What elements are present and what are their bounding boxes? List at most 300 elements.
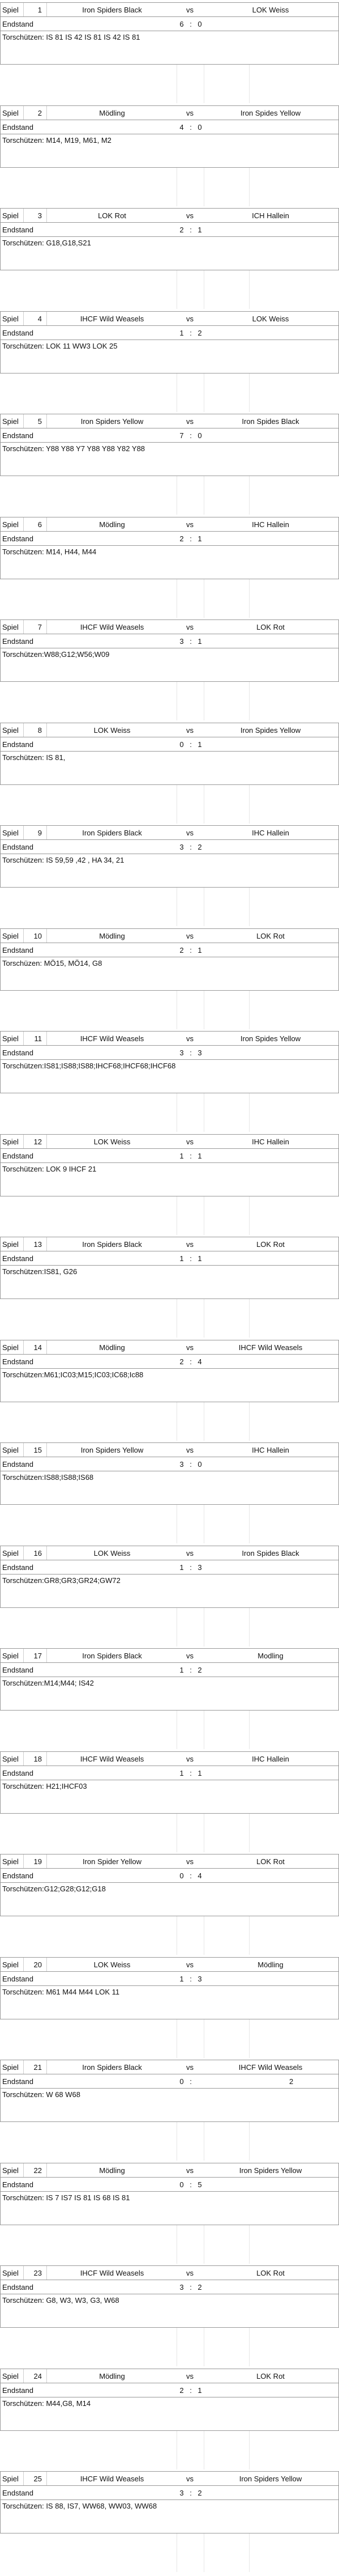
away-team: IHCF Wild Weasels	[238, 2063, 303, 2072]
score-extra	[204, 1251, 338, 1265]
game-number: 10	[24, 929, 47, 943]
final-label: Endstand	[2, 328, 33, 337]
home-team: Mödling	[99, 2166, 125, 2175]
goal-scorers: Torschützen: G18,G18,S21	[0, 236, 339, 270]
home-team: LOK Weiss	[93, 1137, 131, 1146]
away-team: Iron Spiders Yellow	[239, 2474, 302, 2483]
grid-guides	[0, 682, 339, 720]
score-colon: :	[190, 2386, 192, 2395]
home-team: IHCF Wild Weasels	[80, 2268, 144, 2277]
final-score-row	[0, 1766, 339, 1780]
versus-label: vs	[186, 314, 194, 323]
away-goals: 1	[198, 740, 202, 749]
home-team: Mödling	[99, 931, 125, 940]
score-colon: :	[190, 1974, 192, 1983]
away-goals: 2	[198, 2488, 202, 2497]
home-team: Iron Spiders Black	[82, 5, 142, 14]
goal-scorers: Torschützen: Y88 Y88 Y7 Y88 Y88 Y82 Y88	[0, 442, 339, 476]
score-colon: :	[190, 122, 192, 131]
score-extra	[204, 223, 338, 236]
home-goals: 3	[179, 2488, 184, 2497]
away-goals: 0	[198, 19, 202, 28]
score-extra: 2	[289, 2077, 294, 2086]
versus-label: vs	[186, 2166, 194, 2175]
away-team: Iron Spides Black	[242, 417, 299, 426]
grid-guides	[0, 1608, 339, 1646]
home-goals: 3	[179, 1459, 184, 1469]
game-label: Spiel	[1, 1854, 24, 1868]
game-label: Spiel	[1, 1546, 24, 1560]
game-header-row	[0, 311, 339, 326]
game-header-row	[0, 2060, 339, 2074]
goal-scorers: Torschützen: LOK 9 IHCF 21	[0, 1162, 339, 1196]
final-score-row	[0, 2280, 339, 2294]
score-extra	[204, 2178, 338, 2191]
game-header-row	[0, 928, 339, 943]
score-extra	[204, 2486, 338, 2499]
versus-label: vs	[186, 1445, 194, 1454]
game-label: Spiel	[1, 414, 24, 428]
final-label: Endstand	[2, 19, 33, 28]
game-number: 8	[24, 723, 47, 737]
home-team: Iron Spiders Black	[82, 2063, 142, 2072]
game-label: Spiel	[1, 1135, 24, 1148]
home-goals: 2	[179, 225, 184, 234]
grid-guides	[0, 2225, 339, 2264]
final-score-row	[0, 634, 339, 648]
versus-label: vs	[186, 1343, 194, 1352]
game-number: 6	[24, 517, 47, 531]
game-header-row	[0, 2, 339, 17]
game-number: 21	[24, 2060, 47, 2074]
home-goals: 1	[179, 1768, 184, 1777]
game-header-row	[0, 2265, 339, 2280]
goal-scorers: Torschützen:IS81;IS88;IS88;IHCF68;IHCF68;IHCF68	[0, 1059, 339, 1093]
score-extra	[204, 2280, 338, 2294]
away-goals: 4	[198, 1357, 202, 1366]
score-colon: :	[190, 1048, 192, 1057]
versus-label: vs	[186, 828, 194, 837]
game-number: 24	[24, 2369, 47, 2383]
home-goals: 7	[179, 431, 184, 440]
game-label: Spiel	[1, 106, 24, 120]
home-goals: 2	[179, 534, 184, 543]
versus-label: vs	[186, 1960, 194, 1969]
final-score-row	[0, 1045, 339, 1060]
home-goals: 0	[179, 740, 184, 749]
home-team: Mödling	[99, 2371, 125, 2380]
game-label: Spiel	[1, 1443, 24, 1457]
home-goals: 1	[179, 1665, 184, 1674]
grid-guides	[0, 1711, 339, 1749]
away-goals: 1	[198, 1254, 202, 1263]
grid-guides	[0, 2431, 339, 2469]
final-label: Endstand	[2, 2386, 33, 2395]
score-colon: :	[190, 1459, 192, 1469]
away-team: Mödling	[258, 1960, 284, 1969]
grid-guides	[0, 2019, 339, 2058]
grid-guides	[0, 168, 339, 206]
game-label: Spiel	[1, 312, 24, 325]
final-score-row	[0, 428, 339, 443]
home-goals: 3	[179, 2282, 184, 2291]
score-extra	[204, 326, 338, 339]
goal-scorers: Torschützen: M61 M44 M44 LOK 11	[0, 1985, 339, 2019]
versus-label: vs	[186, 2371, 194, 2380]
grid-guides	[0, 1093, 339, 1132]
score-colon: :	[190, 740, 192, 749]
game-label: Spiel	[1, 209, 24, 222]
score-extra	[204, 1869, 338, 1882]
goal-scorers: Torschützen: LOK 11 WW3 LOK 25	[0, 339, 339, 374]
game-header-row	[0, 105, 339, 120]
game-header-row	[0, 2163, 339, 2178]
game-number: 11	[24, 1032, 47, 1045]
home-team: Iron Spiders Black	[82, 1240, 142, 1249]
score-extra	[204, 737, 338, 751]
versus-label: vs	[186, 725, 194, 735]
home-team: IHCF Wild Weasels	[80, 622, 144, 631]
goal-scorers: Torschützen: M14, H44, M44	[0, 545, 339, 579]
away-team: LOK Weiss	[252, 314, 289, 323]
away-team: IHC Hallein	[252, 828, 289, 837]
away-goals: 2	[198, 1665, 202, 1674]
final-score-row	[0, 2485, 339, 2500]
goal-scorers: Torschützen: IS 88, IS7, WW68, WW03, WW68	[0, 2499, 339, 2533]
game-label: Spiel	[1, 517, 24, 531]
away-team: IHCF Wild Weasels	[238, 1343, 303, 1352]
game-header-row	[0, 723, 339, 737]
away-team: Iron Spiders Yellow	[239, 2166, 302, 2175]
home-team: Iron Spiders Yellow	[80, 417, 144, 426]
game-number: 7	[24, 620, 47, 634]
home-goals: 1	[179, 1254, 184, 1263]
score-colon: :	[190, 534, 192, 543]
game-header-row	[0, 619, 339, 634]
home-goals: 3	[179, 1048, 184, 1057]
score-colon: :	[190, 2077, 192, 2086]
away-team: Iron Spides Black	[242, 1548, 299, 1558]
score-colon: :	[190, 842, 192, 851]
game-number: 13	[24, 1237, 47, 1251]
away-goals: 1	[198, 2386, 202, 2395]
grid-guides	[0, 1196, 339, 1235]
game-label: Spiel	[1, 1649, 24, 1662]
game-number: 16	[24, 1546, 47, 1560]
versus-label: vs	[186, 520, 194, 529]
goal-scorers: Torschützen:M14;M44; IS42	[0, 1677, 339, 1711]
home-team: LOK Weiss	[93, 725, 131, 735]
game-header-row	[0, 2369, 339, 2383]
final-score-row	[0, 2177, 339, 2192]
final-score-row	[0, 1457, 339, 1471]
score-colon: :	[190, 2282, 192, 2291]
final-score-row	[0, 1354, 339, 1369]
final-label: Endstand	[2, 1151, 33, 1160]
game-label: Spiel	[1, 2369, 24, 2383]
game-label: Spiel	[1, 929, 24, 943]
score-extra	[204, 120, 338, 134]
game-number: 4	[24, 312, 47, 325]
game-number: 19	[24, 1854, 47, 1868]
home-goals: 2	[179, 1357, 184, 1366]
versus-label: vs	[186, 417, 194, 426]
home-goals: 1	[179, 328, 184, 337]
final-score-row	[0, 1251, 339, 1266]
grid-guides	[0, 991, 339, 1029]
versus-label: vs	[186, 211, 194, 220]
grid-guides	[0, 374, 339, 412]
away-team: LOK Rot	[256, 2371, 285, 2380]
game-number: 9	[24, 826, 47, 839]
away-team: Modling	[258, 1651, 284, 1660]
away-goals: 2	[198, 2282, 202, 2291]
goal-scorers: Torschützen:G12;G28;G12;G18	[0, 1882, 339, 1916]
versus-label: vs	[186, 1240, 194, 1249]
grid-guides	[0, 2328, 339, 2366]
game-header-row	[0, 1442, 339, 1457]
home-team: IHCF Wild Weasels	[80, 314, 144, 323]
away-team: LOK Rot	[256, 1240, 285, 1249]
score-colon: :	[190, 1871, 192, 1880]
home-team: LOK Rot	[98, 211, 126, 220]
game-number: 18	[24, 1752, 47, 1766]
home-team: Mödling	[99, 108, 125, 117]
home-goals: 1	[179, 1563, 184, 1572]
versus-label: vs	[186, 1857, 194, 1866]
home-team: Mödling	[99, 1343, 125, 1352]
game-header-row	[0, 208, 339, 223]
home-team: IHCF Wild Weasels	[80, 1754, 144, 1763]
away-team: LOK Rot	[256, 622, 285, 631]
score-extra	[204, 1046, 338, 1059]
game-header-row	[0, 414, 339, 428]
score-colon: :	[190, 1563, 192, 1572]
game-number: 3	[24, 209, 47, 222]
final-score-row	[0, 2383, 339, 2397]
versus-label: vs	[186, 1754, 194, 1763]
game-header-row	[0, 825, 339, 840]
final-label: Endstand	[2, 945, 33, 954]
score-colon: :	[190, 1254, 192, 1263]
final-label: Endstand	[2, 122, 33, 131]
final-label: Endstand	[2, 1768, 33, 1777]
home-team: Iron Spider Yellow	[82, 1857, 142, 1866]
score-colon: :	[190, 328, 192, 337]
final-label: Endstand	[2, 1563, 33, 1572]
final-score-row	[0, 839, 339, 854]
away-team: IHC Hallein	[252, 1445, 289, 1454]
final-score-row	[0, 1868, 339, 1883]
home-team: IHCF Wild Weasels	[80, 2474, 144, 2483]
goal-scorers: Torschützen: IS 81 IS 42 IS 81 IS 42 IS 81	[0, 31, 339, 65]
grid-guides	[0, 785, 339, 824]
final-label: Endstand	[2, 636, 33, 646]
final-label: Endstand	[2, 534, 33, 543]
away-goals: 1	[198, 534, 202, 543]
game-header-row	[0, 1134, 339, 1149]
goal-scorers: Torschützen: IS 7 IS7 IS 81 IS 68 IS 81	[0, 2191, 339, 2225]
versus-label: vs	[186, 1548, 194, 1558]
away-goals: 1	[198, 1768, 202, 1777]
away-goals: 1	[198, 225, 202, 234]
final-score-row	[0, 531, 339, 546]
away-team: LOK Rot	[256, 2268, 285, 2277]
grid-guides	[0, 888, 339, 926]
goal-scorers: Torschützen: M14, M19, M61, M2	[0, 134, 339, 168]
home-goals: 0	[179, 2180, 184, 2189]
final-label: Endstand	[2, 431, 33, 440]
game-header-row	[0, 517, 339, 532]
goal-scorers: Torschützen:W88;G12;W56;W09	[0, 648, 339, 682]
final-score-row	[0, 222, 339, 237]
game-header-row	[0, 1546, 339, 1560]
final-label: Endstand	[2, 225, 33, 234]
score-extra	[204, 1149, 338, 1162]
game-header-row	[0, 1648, 339, 1663]
score-extra	[204, 1663, 338, 1677]
home-goals: 1	[179, 1974, 184, 1983]
home-goals: 6	[179, 19, 184, 28]
goal-scorers: Torschützen: IS 81,	[0, 751, 339, 785]
home-team: Mödling	[99, 520, 125, 529]
final-label: Endstand	[2, 2488, 33, 2497]
versus-label: vs	[186, 1137, 194, 1146]
final-score-row	[0, 1971, 339, 1986]
goal-scorers: Torschützen: W 68 W68	[0, 2088, 339, 2122]
goal-scorers: Torschützen: M44,G8, M14	[0, 2397, 339, 2431]
grid-guides	[0, 2533, 339, 2572]
home-team: IHCF Wild Weasels	[80, 1034, 144, 1043]
versus-label: vs	[186, 931, 194, 940]
score-colon: :	[190, 1665, 192, 1674]
score-colon: :	[190, 945, 192, 954]
goal-scorers: Torschützen:IS81, G26	[0, 1265, 339, 1299]
versus-label: vs	[186, 2063, 194, 2072]
grid-guides	[0, 270, 339, 309]
goal-scorers: Torschüzen: MÖ15, MÖ14, G8	[0, 957, 339, 991]
home-goals: 4	[179, 122, 184, 131]
score-extra	[204, 634, 338, 648]
goal-scorers: Torschützen:IS88;IS88;IS68	[0, 1471, 339, 1505]
away-goals: 2	[198, 842, 202, 851]
game-number: 20	[24, 1958, 47, 1971]
game-label: Spiel	[1, 1958, 24, 1971]
home-team: LOK Weiss	[93, 1548, 131, 1558]
final-label: Endstand	[2, 1665, 33, 1674]
home-goals: 0	[179, 2077, 184, 2086]
final-label: Endstand	[2, 2282, 33, 2291]
grid-guides	[0, 1402, 339, 1441]
game-label: Spiel	[1, 1237, 24, 1251]
final-label: Endstand	[2, 1974, 33, 1983]
game-number: 15	[24, 1443, 47, 1457]
game-header-row	[0, 1957, 339, 1972]
versus-label: vs	[186, 5, 194, 14]
grid-guides	[0, 65, 339, 103]
away-goals: 3	[198, 1048, 202, 1057]
home-team: Iron Spiders Black	[82, 1651, 142, 1660]
final-label: Endstand	[2, 2077, 33, 2086]
grid-guides	[0, 1505, 339, 1543]
grid-guides	[0, 1916, 339, 1955]
game-number: 22	[24, 2163, 47, 2177]
away-team: IHC Hallein	[252, 1754, 289, 1763]
final-label: Endstand	[2, 1459, 33, 1469]
game-number: 14	[24, 1340, 47, 1354]
final-score-row	[0, 2074, 339, 2089]
away-goals: 3	[198, 1563, 202, 1572]
final-score-row	[0, 737, 339, 752]
final-label: Endstand	[2, 1357, 33, 1366]
away-goals: 4	[198, 1871, 202, 1880]
goal-scorers: Torschützen: H21;IHCF03	[0, 1780, 339, 1814]
final-score-row	[0, 120, 339, 134]
away-team: IHC Hallein	[252, 1137, 289, 1146]
final-score-row	[0, 1560, 339, 1575]
score-extra	[204, 532, 338, 545]
final-score-row	[0, 325, 339, 340]
away-goals: 3	[198, 1974, 202, 1983]
score-extra	[204, 2383, 338, 2397]
final-score-row	[0, 1148, 339, 1163]
home-team: Iron Spiders Black	[82, 828, 142, 837]
final-score-row	[0, 1662, 339, 1677]
away-team: LOK Rot	[256, 1857, 285, 1866]
game-number: 2	[24, 106, 47, 120]
game-number: 25	[24, 2472, 47, 2485]
final-score-row	[0, 16, 339, 31]
score-extra	[204, 428, 338, 442]
game-label: Spiel	[1, 620, 24, 634]
home-goals: 2	[179, 945, 184, 954]
final-score-row	[0, 943, 339, 957]
score-colon: :	[190, 19, 192, 28]
away-team: LOK Weiss	[252, 5, 289, 14]
game-label: Spiel	[1, 826, 24, 839]
score-colon: :	[190, 225, 192, 234]
score-colon: :	[190, 1768, 192, 1777]
game-label: Spiel	[1, 723, 24, 737]
home-goals: 1	[179, 1151, 184, 1160]
game-number: 1	[24, 3, 47, 16]
score-colon: :	[190, 636, 192, 646]
score-extra	[204, 1457, 338, 1471]
away-goals: 0	[198, 431, 202, 440]
game-label: Spiel	[1, 2060, 24, 2074]
final-label: Endstand	[2, 1048, 33, 1057]
grid-guides	[0, 1814, 339, 1852]
away-goals: 2	[198, 328, 202, 337]
score-extra	[204, 943, 338, 957]
score-extra	[204, 1560, 338, 1574]
away-team: Iron Spides Yellow	[240, 725, 301, 735]
versus-label: vs	[186, 1034, 194, 1043]
home-goals: 3	[179, 636, 184, 646]
game-label: Spiel	[1, 1752, 24, 1766]
score-extra	[204, 840, 338, 854]
score-extra	[204, 1766, 338, 1780]
away-goals: 0	[198, 122, 202, 131]
grid-guides	[0, 476, 339, 515]
final-label: Endstand	[2, 740, 33, 749]
score-extra	[204, 17, 338, 31]
score-colon: :	[190, 2488, 192, 2497]
home-goals: 0	[179, 1871, 184, 1880]
versus-label: vs	[186, 2268, 194, 2277]
game-number: 12	[24, 1135, 47, 1148]
away-goals: 1	[198, 1151, 202, 1160]
